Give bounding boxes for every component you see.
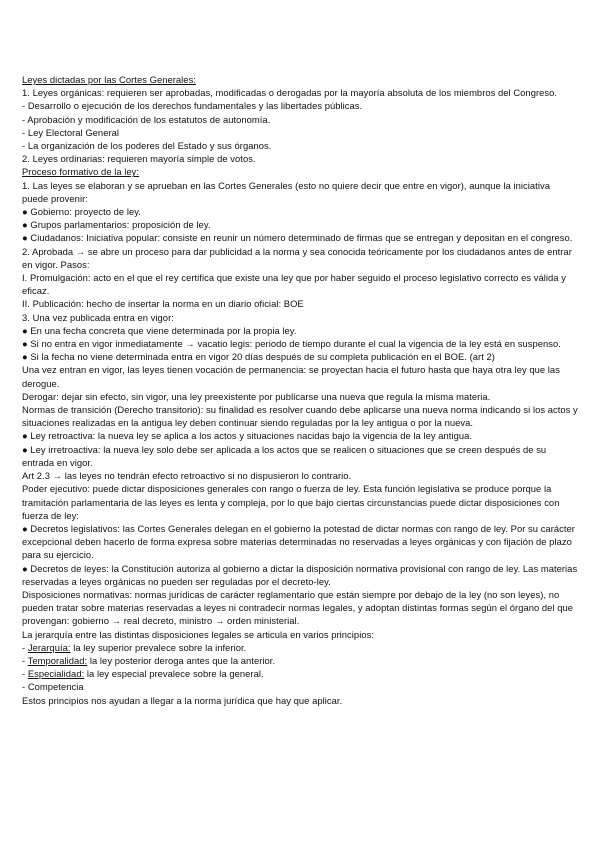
- paragraph: ● En una fecha concreta que viene determinada por la propia ley.: [22, 324, 297, 336]
- principle-description: la ley especial prevalece sobre la general.: [84, 668, 264, 680]
- principles-list: [22, 641, 578, 694]
- paragraph: ● Ley retroactiva: la nueva ley se aplica a los actos y situaciones nacidas bajo la vigencia de la ley antigua.: [22, 430, 473, 442]
- section-heading-text: Proceso formativo de la ley:: [22, 166, 140, 178]
- paragraph: Art 2.3 → las leyes no tendrán efecto retroactivo si no dispusieron lo contrario.: [22, 470, 352, 482]
- paragraph: La jerarquía entre las distintas disposiciones legales se articula en varios principios:: [22, 628, 374, 640]
- paragraph: Disposiciones normativas: normas jurídicas de carácter reglamentario que están siempre por debajo de la ley (no son leyes), no pueden tratar sobre materias reservadas a leyes ni contradecir normas legales, y adoptan distintas formas según el órgano del que provengan: gobierno → real decreto, ministro → orden ministerial.: [22, 588, 574, 627]
- paragraph: ● Grupos parlamentarios: proposición de ley.: [22, 219, 211, 231]
- paragraph: 1. Leyes orgánicas: requieren ser aprobadas, modificadas o derogadas por la mayoría absoluta de los miembros del Congreso.: [22, 87, 558, 99]
- paragraph: - La organización de los poderes del Estado y sus órganos.: [22, 140, 272, 152]
- paragraph: - Ley Electoral General: [22, 126, 120, 138]
- paragraph: 2. Leyes ordinarias: requieren mayoría simple de votos.: [22, 153, 256, 165]
- paragraph: Derogar: dejar sin efecto, sin vigor, una ley preexistente por publicarse una nueva que regula la misma materia.: [22, 390, 491, 402]
- closing-paragraph: Estos principios nos ayudan a llegar a la norma jurídica que hay que aplicar.: [22, 694, 343, 706]
- section-heading: [22, 165, 578, 178]
- principle-item: [22, 680, 578, 693]
- principle-prefix: -: [22, 641, 28, 653]
- document-body: [22, 73, 578, 641]
- paragraph: Poder ejecutivo: puede dictar disposiciones generales con rango o fuerza de ley. Esta función legislativa se produce porque la tramitación parlamentaria de las leyes es lenta y compleja, por lo que bajo ciertas circunstancias puede dictar disposiciones con fuerza de ley:: [22, 483, 560, 521]
- principle-term: Jerarquía:: [27, 641, 71, 653]
- principle-item: [22, 641, 578, 654]
- paragraph: ● Ley irretroactiva: la nueva ley solo debe ser aplicada a los actos que se realicen o situaciones que se creen después de su entrada en vigor.: [22, 443, 547, 468]
- paragraph: - Desarrollo o ejecución de los derechos fundamentales y las libertades públicas.: [22, 100, 363, 112]
- section-heading: [22, 73, 578, 86]
- paragraph: I. Promulgación: acto en el que el rey certifica que existe una ley que por haber seguido el proceso legislativo correcto es válida y eficaz.: [22, 272, 566, 297]
- paragraph: ● Gobierno: proyecto de ley.: [22, 206, 141, 218]
- section-heading-text: Leyes dictadas por las Cortes Generales:: [22, 74, 196, 85]
- paragraph: 2. Aprobada → se abre un proceso para dar publicidad a la norma y sea conocida teóricamente por los ciudadanos antes de entrar en vigor. Pasos:: [22, 245, 572, 270]
- paragraph: Normas de transición (Derecho transitorio): su finalidad es resolver cuando debe aplicarse una nueva norma indicando si los actos y situaciones realizadas en la antigua ley deben continuar siendo reguladas por la ley antigua o por la nueva.: [22, 404, 578, 429]
- paragraph: 3. Una vez publicada entra en vigor:: [22, 311, 174, 323]
- paragraph: 1. Las leyes se elaboran y se aprueban en las Cortes Generales (esto no quiere decir que entre en vigor), aunque la iniciativa puede provenir:: [22, 179, 550, 204]
- principle-description: Competencia: [27, 681, 84, 693]
- paragraph: - Aprobación y modificación de los estatutos de autonomía.: [22, 113, 271, 125]
- paragraph: ● Si la fecha no viene determinada entra en vigor 20 días después de su completa publicación en el BOE. (art 2): [22, 351, 495, 363]
- principle-description: la ley posterior deroga antes que la anterior.: [87, 654, 276, 666]
- paragraph: ● Decretos de leyes: la Constitución autoriza al gobierno a dictar la disposición normativa provisional con rango de ley. Las materias reservadas a leyes orgánicas no pueden ser reguladas por el decreto-ley.: [22, 562, 578, 587]
- principle-item: [22, 654, 578, 667]
- principle-description: la ley superior prevalece sobre la inferior.: [70, 641, 247, 653]
- principle-item: [22, 667, 578, 680]
- paragraph: ● Ciudadanos: Iniciativa popular: consiste en reunir un número determinado de firmas que se entregan y depositan en el congreso.: [22, 232, 573, 244]
- principle-prefix: -: [22, 668, 28, 680]
- principle-prefix: -: [22, 681, 28, 693]
- principle-prefix: -: [22, 654, 28, 666]
- principle-term: Especialidad:: [27, 668, 85, 680]
- paragraph: ● Si no entra en vigor inmediatamente → vacatio legis: periodo de tiempo durante el cual la vigencia de la ley está en suspenso.: [22, 338, 561, 350]
- document-page: [22, 73, 578, 707]
- paragraph: ● Decretos legislativos: las Cortes Generales delegan en el gobierno la potestad de dictar normas con rango de ley. Por su carácter excepcional deben hacerlo de forma expresa sobre materias determinadas no reservadas a leyes orgánicas y con fijación de plazo para su ejercicio.: [22, 522, 575, 561]
- principle-term: Temporalidad:: [27, 654, 88, 666]
- paragraph: II. Publicación: hecho de insertar la norma en un diario oficial: BOE: [22, 298, 304, 310]
- paragraph: Una vez entran en vigor, las leyes tienen vocación de permanencia: se proyectan hacia el futuro hasta que haya otra ley que las derogue.: [22, 364, 560, 389]
